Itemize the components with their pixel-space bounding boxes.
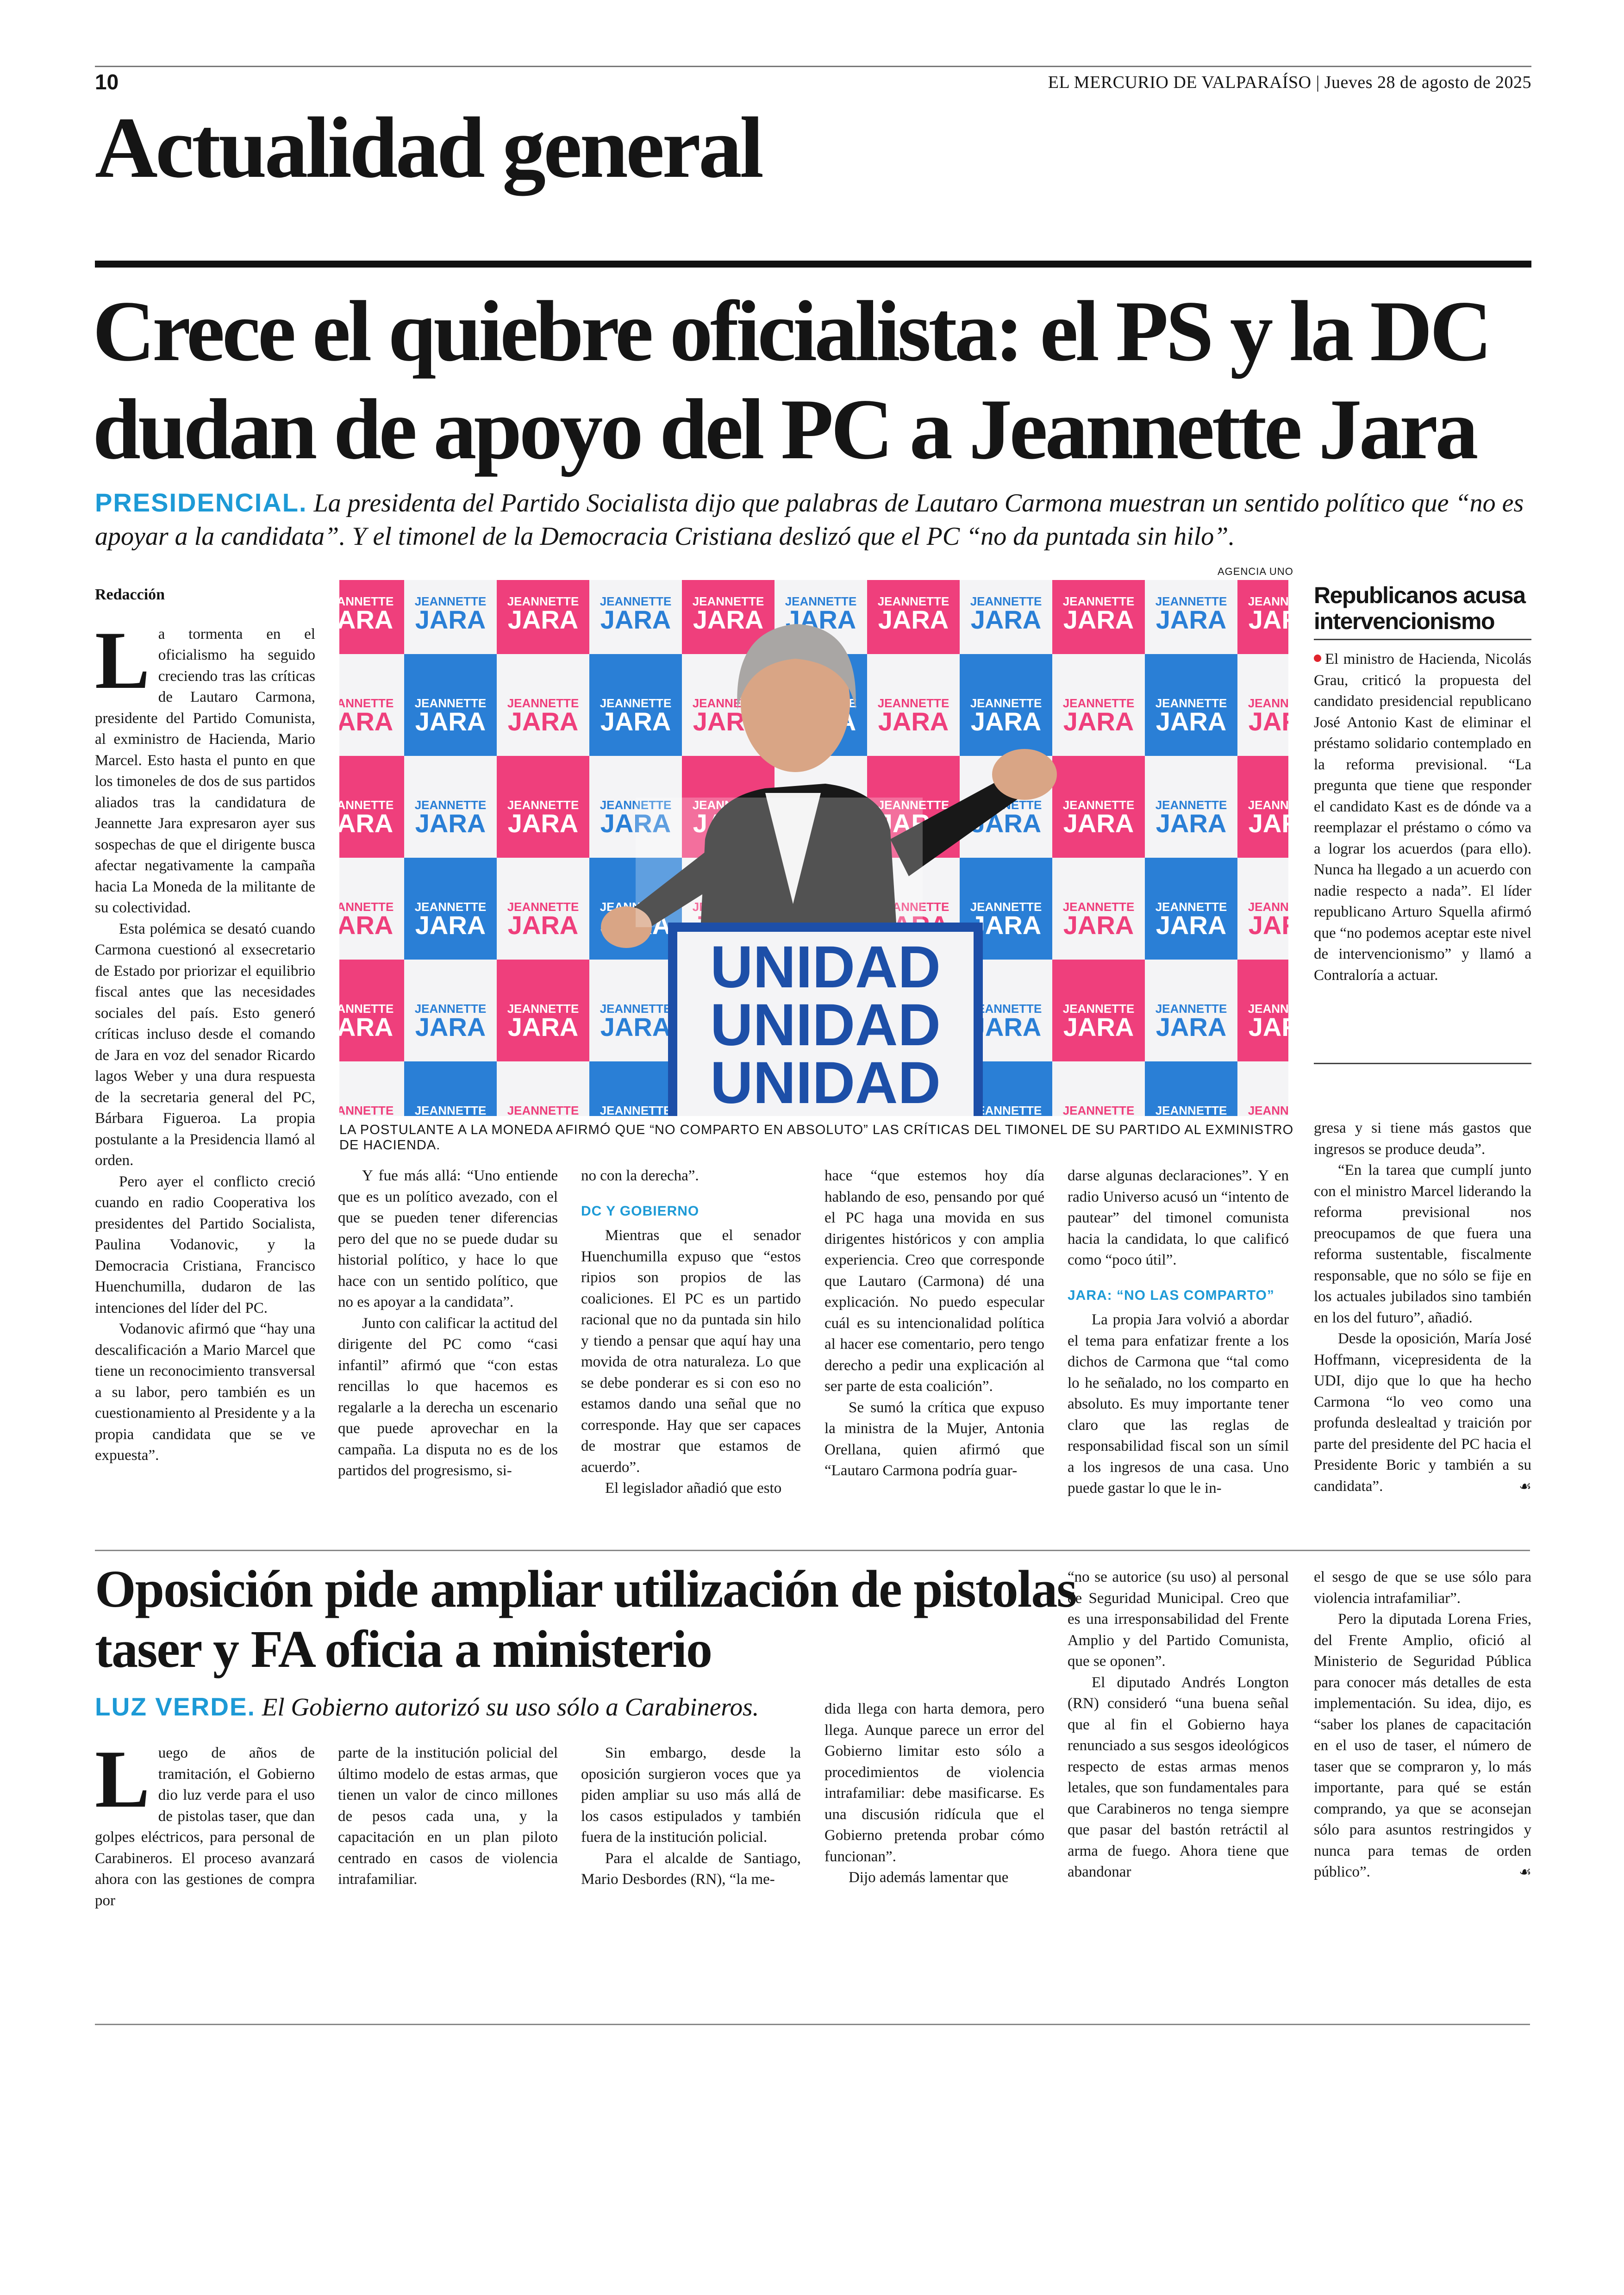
main-deck (95, 486, 1530, 553)
article1-column-2 (338, 1166, 558, 1482)
article2-column-5 (1068, 1567, 1289, 1883)
podium-text-2: UNIDAD (710, 992, 941, 1058)
article2-paragraph: Sin embargo, desde la oposición surgieron voces que ya piden ampliar su uso más allá de los casos estipulados y también fuera de la institución policial. (581, 1745, 801, 1846)
sidebar-title: Republicanos acusa intervencionismo (1314, 582, 1525, 634)
podium (668, 923, 983, 1116)
photo-caption: LA POSTULANTE A LA MONEDA AFIRMÓ QUE “NO COMPARTO EN ABSOLUTO” LAS CRÍTICAS DEL TIMONEL DE SU PARTIDO AL EXMINISTRO DE HACIENDA. (339, 1123, 1294, 1153)
article1-paragraph: La tormenta en el oficialismo ha seguido creciendo tras las críticas de Lautaro Carmona, presidente del Partido Comunista, al exministro de Hacienda, Mario Marcel. Esto hasta el punto en que los timoneles de dos de sus partidos aliados tras la candidatura de Jeannette Jara expresaron ayer sus sospechas de que el dirigente busca afectar negativamente la campaña hacia La Moneda de la militante de su colectividad. (95, 614, 315, 916)
subhead-dc-gobierno: DC Y GOBIERNO (581, 1203, 700, 1219)
end-mark-icon: ☙ (1519, 1478, 1531, 1495)
article1-paragraph: “En la tarea que cumplí junto con el ministro Marcel liderando la reforma previsional nos preocupamos de que fuera una reforma sustentable, fiscalmente responsable, que no sólo se fije en los actuales jubilados sino también en los del futuro”, añadió. (1314, 1162, 1531, 1326)
dropcap: L (95, 1733, 150, 1825)
article1-paragraph: Y fue más allá: “Uno entiende que es un político avezado, con el que se pueden tener diferencias pero del que no se puede dudar su historial político, y hace lo que hace con un sentido político, que no es apoyar a la candidata”. (338, 1167, 558, 1310)
podium-text-3: UNIDAD (710, 1050, 941, 1116)
article2-deck-text: El Gobierno autorizó su uso sólo a Carabineros. (262, 1693, 759, 1721)
article2-column-6 (1314, 1567, 1531, 1883)
end-mark-icon: ☙ (1519, 1864, 1531, 1880)
article1-paragraph: Desde la oposición, María José Hoffmann, vicepresidenta de la UDI, dijo que lo que ha hecho Carmona “lo veo como una profunda deslealtad y traición por parte del presidente del PC hacia el Presidente Boric y también a su candidata”. ☙ (1314, 1328, 1531, 1497)
article1-column-4 (824, 1166, 1044, 1482)
article2-paragraph: El diputado Andrés Longton (RN) consideró “una buena señal que al fin el Gobierno haya renunciado a sus sesgos ideológicos respecto de estas armas menos letales, que son fundamentales para que Carabineros no tenga siempre que pasar del bastón retráctil al arma de fuego. Ahora tiene que abandonar (1068, 1674, 1289, 1880)
main-photo (339, 580, 1288, 1116)
article2-column-2 (338, 1743, 558, 1890)
article1-paragraph: La propia Jara volvió a abordar el tema para enfatizar frente a los dichos de Carmona que “tal como lo he señalado, no los comparto en absoluto. Es muy importante tener claro que las reglas de responsabilidad fiscal son un símil a los ingresos de una casa. Uno puede gastar lo que le in- (1068, 1311, 1289, 1497)
article2-paragraph: dida llega con harta demora, pero llega. Aunque parece un error del Gobierno limitar esto sólo a procedimientos de violencia intrafamiliar: debe masificarse. Es una discusión ridícula que el Gobierno pretenda probar cómo funcionan”. (824, 1701, 1044, 1865)
article2-paragraph: Dijo además lamentar que (849, 1869, 1009, 1886)
article1-column-5 (1068, 1166, 1289, 1499)
photo-credit: AGENCIA UNO (1218, 566, 1293, 577)
article1-paragraph: darse algunas declaraciones”. Y en radio Universo acusó un “intento de pautear” del timonel comunista hacia la candidata, lo que calificó como “poco útil”. (1068, 1167, 1289, 1268)
sidebar-text: El ministro de Hacienda, Nicolás Grau, criticó la propuesta del candidato presidencial republicano José Antonio Kast de eliminar el préstamo solidario contemplado en la reforma previsional. “La pregunta que tiene que responder el candidato Kast es de dónde va a reemplazar el préstamo o cómo va a lograr los acuerdos (para ello). Nunca ha llegado a un acuerdo con nadie respecto a nada”. El líder republicano Arturo Squella afirmó que “no podemos aceptar este nivel de intervencionismo” y llamó a Contraloría a actuar. (1314, 651, 1531, 984)
top-rule (95, 66, 1531, 67)
main-headline: Crece el quiebre oficialista: el PS y la DC dudan de apoyo del PC a Jeannette Jara (93, 283, 1490, 477)
subhead-jara: JARA: “NO LAS COMPARTO” (1068, 1287, 1274, 1303)
article1-paragraph: El legislador añadió que esto (605, 1480, 782, 1497)
article1-column-1 (95, 584, 315, 1466)
masthead: EL MERCURIO DE VALPARAÍSO | Jueves 28 de agosto de 2025 (1048, 73, 1531, 92)
bottom-rule (95, 2024, 1530, 2025)
article1-paragraph: Mientras que el senador Huenchumilla expuso que “estos ripios son propios de las coaliciones. El PC es un partido racional que no da puntada sin hilo y tiendo a pensar que aquí hay una movida de otra naturaleza. Lo que se debe ponderar es si con eso no estamos dando una señal que no corresponde. Hay que ser capaces de mostrar que estamos de acuerdo”. (581, 1227, 801, 1476)
main-kicker: PRESIDENCIAL. (95, 488, 307, 517)
bullet-icon (1314, 655, 1321, 662)
article2-paragraph: Para el alcalde de Santiago, Mario Desbordes (RN), “la me- (581, 1850, 801, 1888)
article1-paragraph: Se sumó la crítica que expuso la ministra de la Mujer, Antonia Orellana, quien afirmó que “Lautaro Carmona podría guar- (824, 1399, 1044, 1479)
podium-text-1: UNIDAD (710, 934, 941, 1000)
section-rule (95, 261, 1531, 268)
article2-paragraph: Luego de años de tramitación, el Gobierno dio luz verde para el uso de pistolas taser, que dan golpes eléctricos, para personal de Carabineros. El proceso avanzará ahora con las gestiones de compra por (95, 1733, 315, 1909)
article1-paragraph: no con la derecha”. (581, 1167, 699, 1184)
article1-paragraph: Vodanovic afirmó que “hay una descalificación a Mario Marcel que tiene un reconocimiento transversal a su labor, pero también es un cuestionamiento al Presidente y a la propia candidata que se ve expuesta”. (95, 1321, 315, 1464)
byline: Redacción (95, 586, 165, 603)
article2-paragraph: Pero la diputada Lorena Fries, del Frente Amplio, ofició al Ministerio de Seguridad Pública para conocer más detalles de esta implementación. Su idea, dijo, es “saber los planes de capacitación en el uso de taser, el número de taser que se compraron y, lo más importante, para qué se están comprando, ya que se aconsejan sólo para asuntos restringidos y nunca para temas de orden público”. ☙ (1314, 1609, 1531, 1883)
article2-kicker: LUZ VERDE. (95, 1692, 256, 1721)
article2-column-4 (824, 1699, 1044, 1889)
article1-paragraph: Junto con calificar la actitud del dirigente del PC como “casi infantil” afirmó que “con estas rencillas lo que hacemos es regalarle a la derecha un escenario que puede aprovechar en la campaña. La disputa no es de los partidos del progresismo, si- (338, 1315, 558, 1479)
article2-headline: Oposición pide ampliar utilización de pistolas taser y FA oficia a ministerio (95, 1559, 1076, 1678)
article2-top-rule (95, 1550, 1530, 1551)
article2-column-1 (95, 1733, 315, 1911)
article2-column-3 (581, 1743, 801, 1890)
sidebar-rule (1314, 1063, 1531, 1064)
article1-paragraph: hace “que estemos hoy día hablando de eso, pensando por qué el PC haga una movida en sus dirigentes históricos y con amplia experiencia. Creo que corresponde que Lautaro (Carmona) dé una explicación. No puedo especular cuál es su intencionalidad política al hacer ese comentario, pero tengo derecho a pedir una explicación al ser parte de esta coalición”. (824, 1167, 1044, 1395)
article1-column-6 (1314, 1118, 1531, 1497)
main-deck-text: La presidenta del Partido Socialista dijo que palabras de Lautaro Carmona muestran un sentido político que “no es apoyar a la candidata”. Y el timonel de la Democracia Cristiana deslizó que el PC “no da puntada sin hilo”. (95, 489, 1524, 551)
dropcap: L (95, 614, 150, 706)
sidebar-rule (1314, 639, 1531, 640)
article1-paragraph: Esta polémica se desató cuando Carmona cuestionó al exsecretario de Estado por priorizar el equilibrio fiscal antes que las necesidades sociales del país. Esto generó críticas incluso desde el comando de Jara en voz del senador Ricardo lagos Weber y una dura respuesta de la secretaria general del PC, Bárbara Figueroa. La propia postulante a la Presidencia llamó al orden. (95, 920, 315, 1169)
article1-paragraph: gresa y si tiene más gastos que ingresos se produce deuda”. (1314, 1120, 1531, 1158)
article1-paragraph: Pero ayer el conflicto creció cuando en radio Cooperativa los presidentes del Partido Socialista, Paulina Vodanovic, y la Democracia Cristiana, Francisco Huenchumilla, dudaron de las intenciones del líder del PC. (95, 1173, 315, 1316)
article2-paragraph: el sesgo de que se use sólo para violencia intrafamiliar”. (1314, 1569, 1531, 1607)
section-title: Actualidad general (95, 99, 762, 196)
article1-column-3 (581, 1166, 801, 1499)
article2-paragraph: “no se autorice (su uso) al personal de Seguridad Municipal. Creo que es una irresponsabilidad del Frente Amplio y del Partido Comunista, que se oponen”. (1068, 1569, 1289, 1670)
article2-paragraph: parte de la institución policial del último modelo de estas armas, que tienen un valor de cinco millones de pesos cada una, y la capacitación en un plan piloto centrado en casos de violencia intrafamiliar. (338, 1745, 558, 1888)
page-number: 10 (95, 70, 119, 94)
photo-illustration (339, 580, 1288, 1116)
